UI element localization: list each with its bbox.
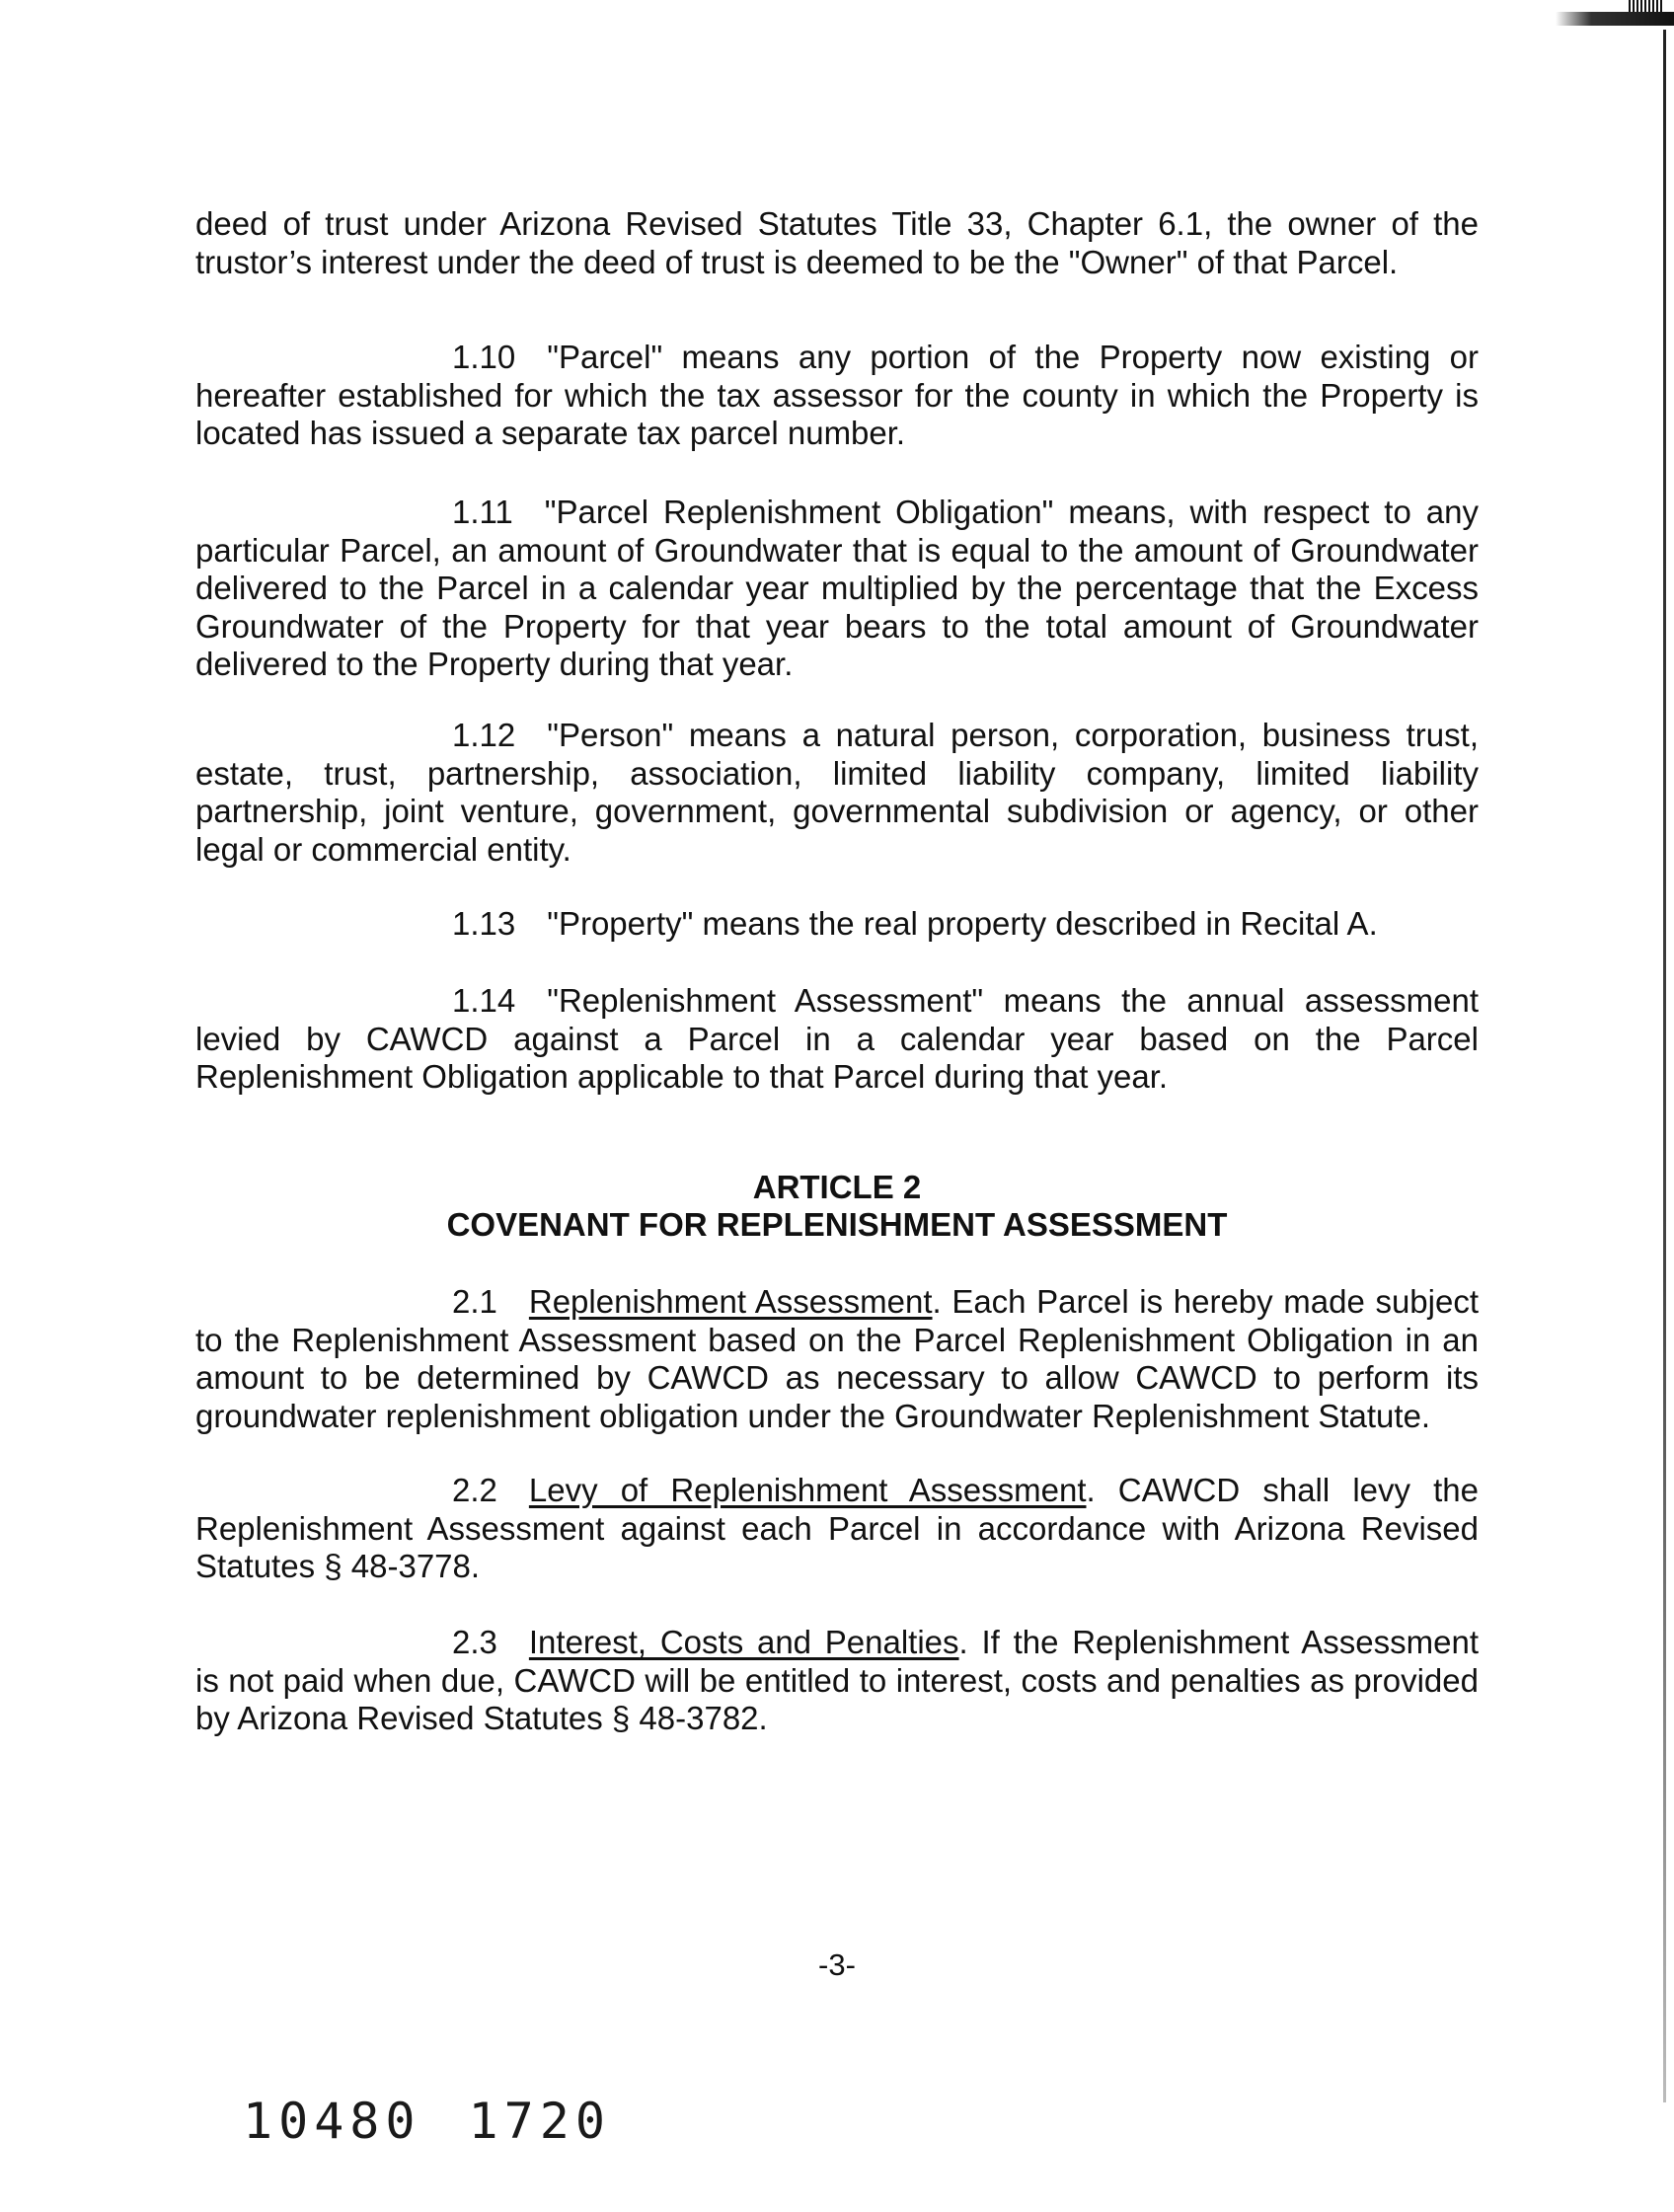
section-number: 2.2: [452, 1472, 497, 1508]
paragraph-1-10: [195, 339, 1479, 453]
section-2-2: [195, 1472, 1479, 1586]
stamp-page-number: 1720: [468, 2093, 611, 2150]
scan-edge-line: [1663, 30, 1666, 2102]
section-number: 1.10: [452, 339, 516, 375]
recording-stamp: [243, 2093, 611, 2150]
paragraph-1-11: [195, 494, 1479, 684]
section-number: 1.12: [452, 717, 516, 753]
paragraph-continuation: [195, 205, 1479, 281]
section-2-1: [195, 1283, 1479, 1435]
section-number: 1.13: [452, 905, 516, 942]
paragraph-text: deed of trust under Arizona Revised Statutes Title 33, Chapter 6.1, the owner of the trustor’s interest under the deed of trust is deemed to be the "Owner" of that Parcel.: [195, 205, 1479, 280]
paragraph-text: "Replenishment Assessment" means the annual assessment levied by CAWCD against a Parcel in a calendar year based on the Parcel Replenishment Obligation applicable to that Parcel during that year.: [195, 982, 1479, 1095]
section-text: . If the Replenishment Assessment is not paid when due, CAWCD will be entitled to interest, costs and penalties as provided by Arizona Revised Statutes § 48-3782.: [195, 1624, 1479, 1736]
paragraph-text: "Property" means the real property described in Recital A.: [547, 905, 1378, 942]
section-number: 1.14: [452, 982, 516, 1019]
section-heading: Levy of Replenishment Assessment: [528, 1472, 1087, 1508]
paragraph-1-12: [195, 717, 1479, 869]
scan-edge-mark: [1556, 12, 1674, 26]
paragraph-text: "Parcel Replenishment Obligation" means, with respect to any particular Parcel, an amount of Groundwater that is equal to the amount of Groundwater delivered to the Parcel in a calendar year multiplied by the percentage that the Excess Groundwater of the Property for that year bears to the total amount of Groundwater delivered to the Property during that year.: [195, 494, 1479, 682]
section-heading: Interest, Costs and Penalties: [528, 1624, 959, 1660]
page-number: -3-: [818, 1947, 856, 1982]
article-number: ARTICLE 2: [752, 1169, 922, 1205]
section-text: . CAWCD shall levy the Replenishment Assessment against each Parcel in accordance with Arizona Revised Statutes § 48-3778.: [195, 1472, 1480, 1584]
section-heading: Replenishment Assessment: [528, 1283, 933, 1320]
stamp-book-number: 10480: [243, 2093, 421, 2150]
paragraph-1-14: [195, 982, 1479, 1097]
section-number: 1.11: [452, 494, 513, 530]
section-2-3: [195, 1624, 1479, 1738]
paragraph-text: "Parcel" means any portion of the Property now existing or hereafter established for which the tax assessor for the county in which the Property is located has issued a separate tax parcel number.: [195, 339, 1479, 451]
paragraph-text: "Person" means a natural person, corporation, business trust, estate, trust, partnership, association, limited liability company, limited liability partnership, joint venture, government, governmental subdivision or agency, or other legal or commercial entity.: [195, 717, 1479, 868]
article-title: COVENANT FOR REPLENISHMENT ASSESSMENT: [446, 1206, 1228, 1243]
paragraph-1-13: [195, 905, 1479, 944]
section-number: 2.3: [452, 1624, 497, 1660]
section-text: . Each Parcel is hereby made subject to the Replenishment Assessment based on the Parcel Replenishment Obligation in an amount to be determined by CAWCD as necessary to allow CAWCD to perform its groundwater replenishment obligation under the Groundwater Replenishment Statute.: [195, 1283, 1479, 1434]
section-number: 2.1: [452, 1283, 497, 1320]
